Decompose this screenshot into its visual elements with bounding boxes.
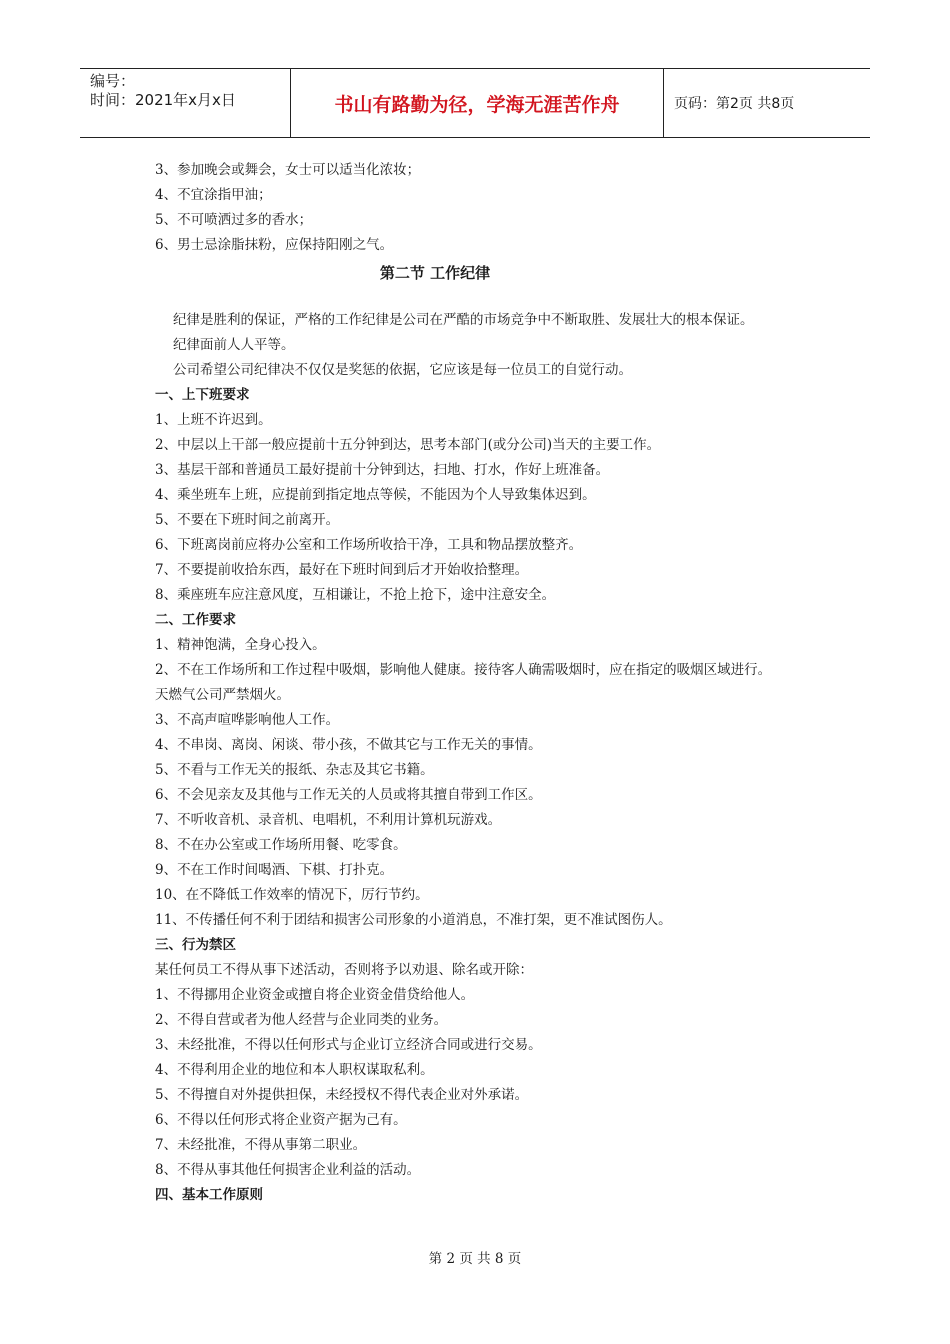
list-item: 8、不得从事其他任何损害企业利益的活动。 [155,1162,421,1178]
list-item: 3、参加晚会或舞会，女士可以适当化浓妆； [155,162,421,178]
part-heading: 三、行为禁区 [155,937,236,953]
list-item: 1、上班不许迟到。 [155,412,272,428]
list-item: 8、不在办公室或工作场所用餐、吃零食。 [155,837,407,853]
document-body [155,158,835,1208]
list-item: 2、不得自营或者为他人经营与企业同类的业务。 [155,1012,448,1028]
list-item: 10、在不降低工作效率的情况下，厉行节约。 [155,887,429,903]
list-item: 5、不得擅自对外提供担保，未经授权不得代表企业对外承诺。 [155,1087,529,1103]
intro-paragraph: 公司希望公司纪律决不仅仅是奖惩的依据，它应该是每一位员工的自觉行动。 [173,362,632,378]
header-meta [80,69,290,137]
list-item: 11、不传播任何不利于团结和损害公司形象的小道消息，不准打架，更不准试图伤人。 [155,912,672,928]
list-item: 7、不听收音机、录音机、电唱机，不利用计算机玩游戏。 [155,812,502,828]
page-header [80,68,870,138]
section-title: 第二节 工作纪律 [379,264,491,282]
list-item: 6、不得以任何形式将企业资产据为己有。 [155,1112,407,1128]
list-item: 7、不要提前收拾东西，最好在下班时间到后才开始收拾整理。 [155,562,529,578]
list-item: 6、男士忌涂脂抹粉，应保持阳刚之气。 [155,237,394,253]
date-label: 时间：2021年x月x日 [90,91,236,109]
list-item: 6、下班离岗前应将办公室和工作场所收拾干净，工具和物品摆放整齐。 [155,537,583,553]
header-page-info: 页码：第2页 共8页 [674,96,795,112]
page-footer: 第 2 页 共 8 页 [428,1251,522,1267]
list-item: 4、不宜涂指甲油； [155,187,272,203]
list-item: 4、不串岗、离岗、闲谈、带小孩，不做其它与工作无关的事情。 [155,737,542,753]
list-item: 6、不会见亲友及其他与工作无关的人员或将其擅自带到工作区。 [155,787,542,803]
list-item: 天燃气公司严禁烟火。 [155,687,290,703]
part-heading: 一、上下班要求 [155,387,250,403]
list-item: 9、不在工作时间喝酒、下棋、打扑克。 [155,862,394,878]
list-item: 8、乘座班车应注意风度，互相谦让，不抢上抢下，途中注意安全。 [155,587,556,603]
list-item: 3、不高声喧哗影响他人工作。 [155,712,340,728]
intro-paragraph: 纪律面前人人平等。 [173,337,295,353]
list-item: 1、精神饱满，全身心投入。 [155,637,326,653]
list-item: 4、不得利用企业的地位和本人职权谋取私利。 [155,1062,434,1078]
list-item: 5、不看与工作无关的报纸、杂志及其它书籍。 [155,762,434,778]
list-item: 3、未经批准，不得以任何形式与企业订立经济合同或进行交易。 [155,1037,542,1053]
list-item: 2、中层以上干部一般应提前十五分钟到达，思考本部门(或分公司)当天的主要工作。 [155,437,661,453]
list-item: 5、不可喷洒过多的香水； [155,212,313,228]
list-item: 3、基层干部和普通员工最好提前十分钟到达，扫地、打水，作好上班准备。 [155,462,610,478]
part-lead: 某任何员工不得从事下述活动，否则将予以劝退、除名或开除： [155,962,533,978]
part-heading: 四、基本工作原则 [155,1187,263,1203]
list-item: 7、未经批准，不得从事第二职业。 [155,1137,367,1153]
number-label: 编号： [90,72,136,90]
header-motto: 书山有路勤为径，学海无涯苦作舟 [290,69,664,137]
list-item: 1、不得挪用企业资金或擅自将企业资金借贷给他人。 [155,987,475,1003]
list-item: 4、乘坐班车上班，应提前到指定地点等候，不能因为个人导致集体迟到。 [155,487,596,503]
intro-paragraph: 纪律是胜利的保证，严格的工作纪律是公司在严酷的市场竞争中不断取胜、发展壮大的根本保证。 [173,312,754,328]
list-item: 2、不在工作场所和工作过程中吸烟，影响他人健康。接待客人确需吸烟时，应在指定的吸烟区域进行。 [155,662,772,678]
list-item: 5、不要在下班时间之前离开。 [155,512,340,528]
part-heading: 二、工作要求 [155,612,236,628]
